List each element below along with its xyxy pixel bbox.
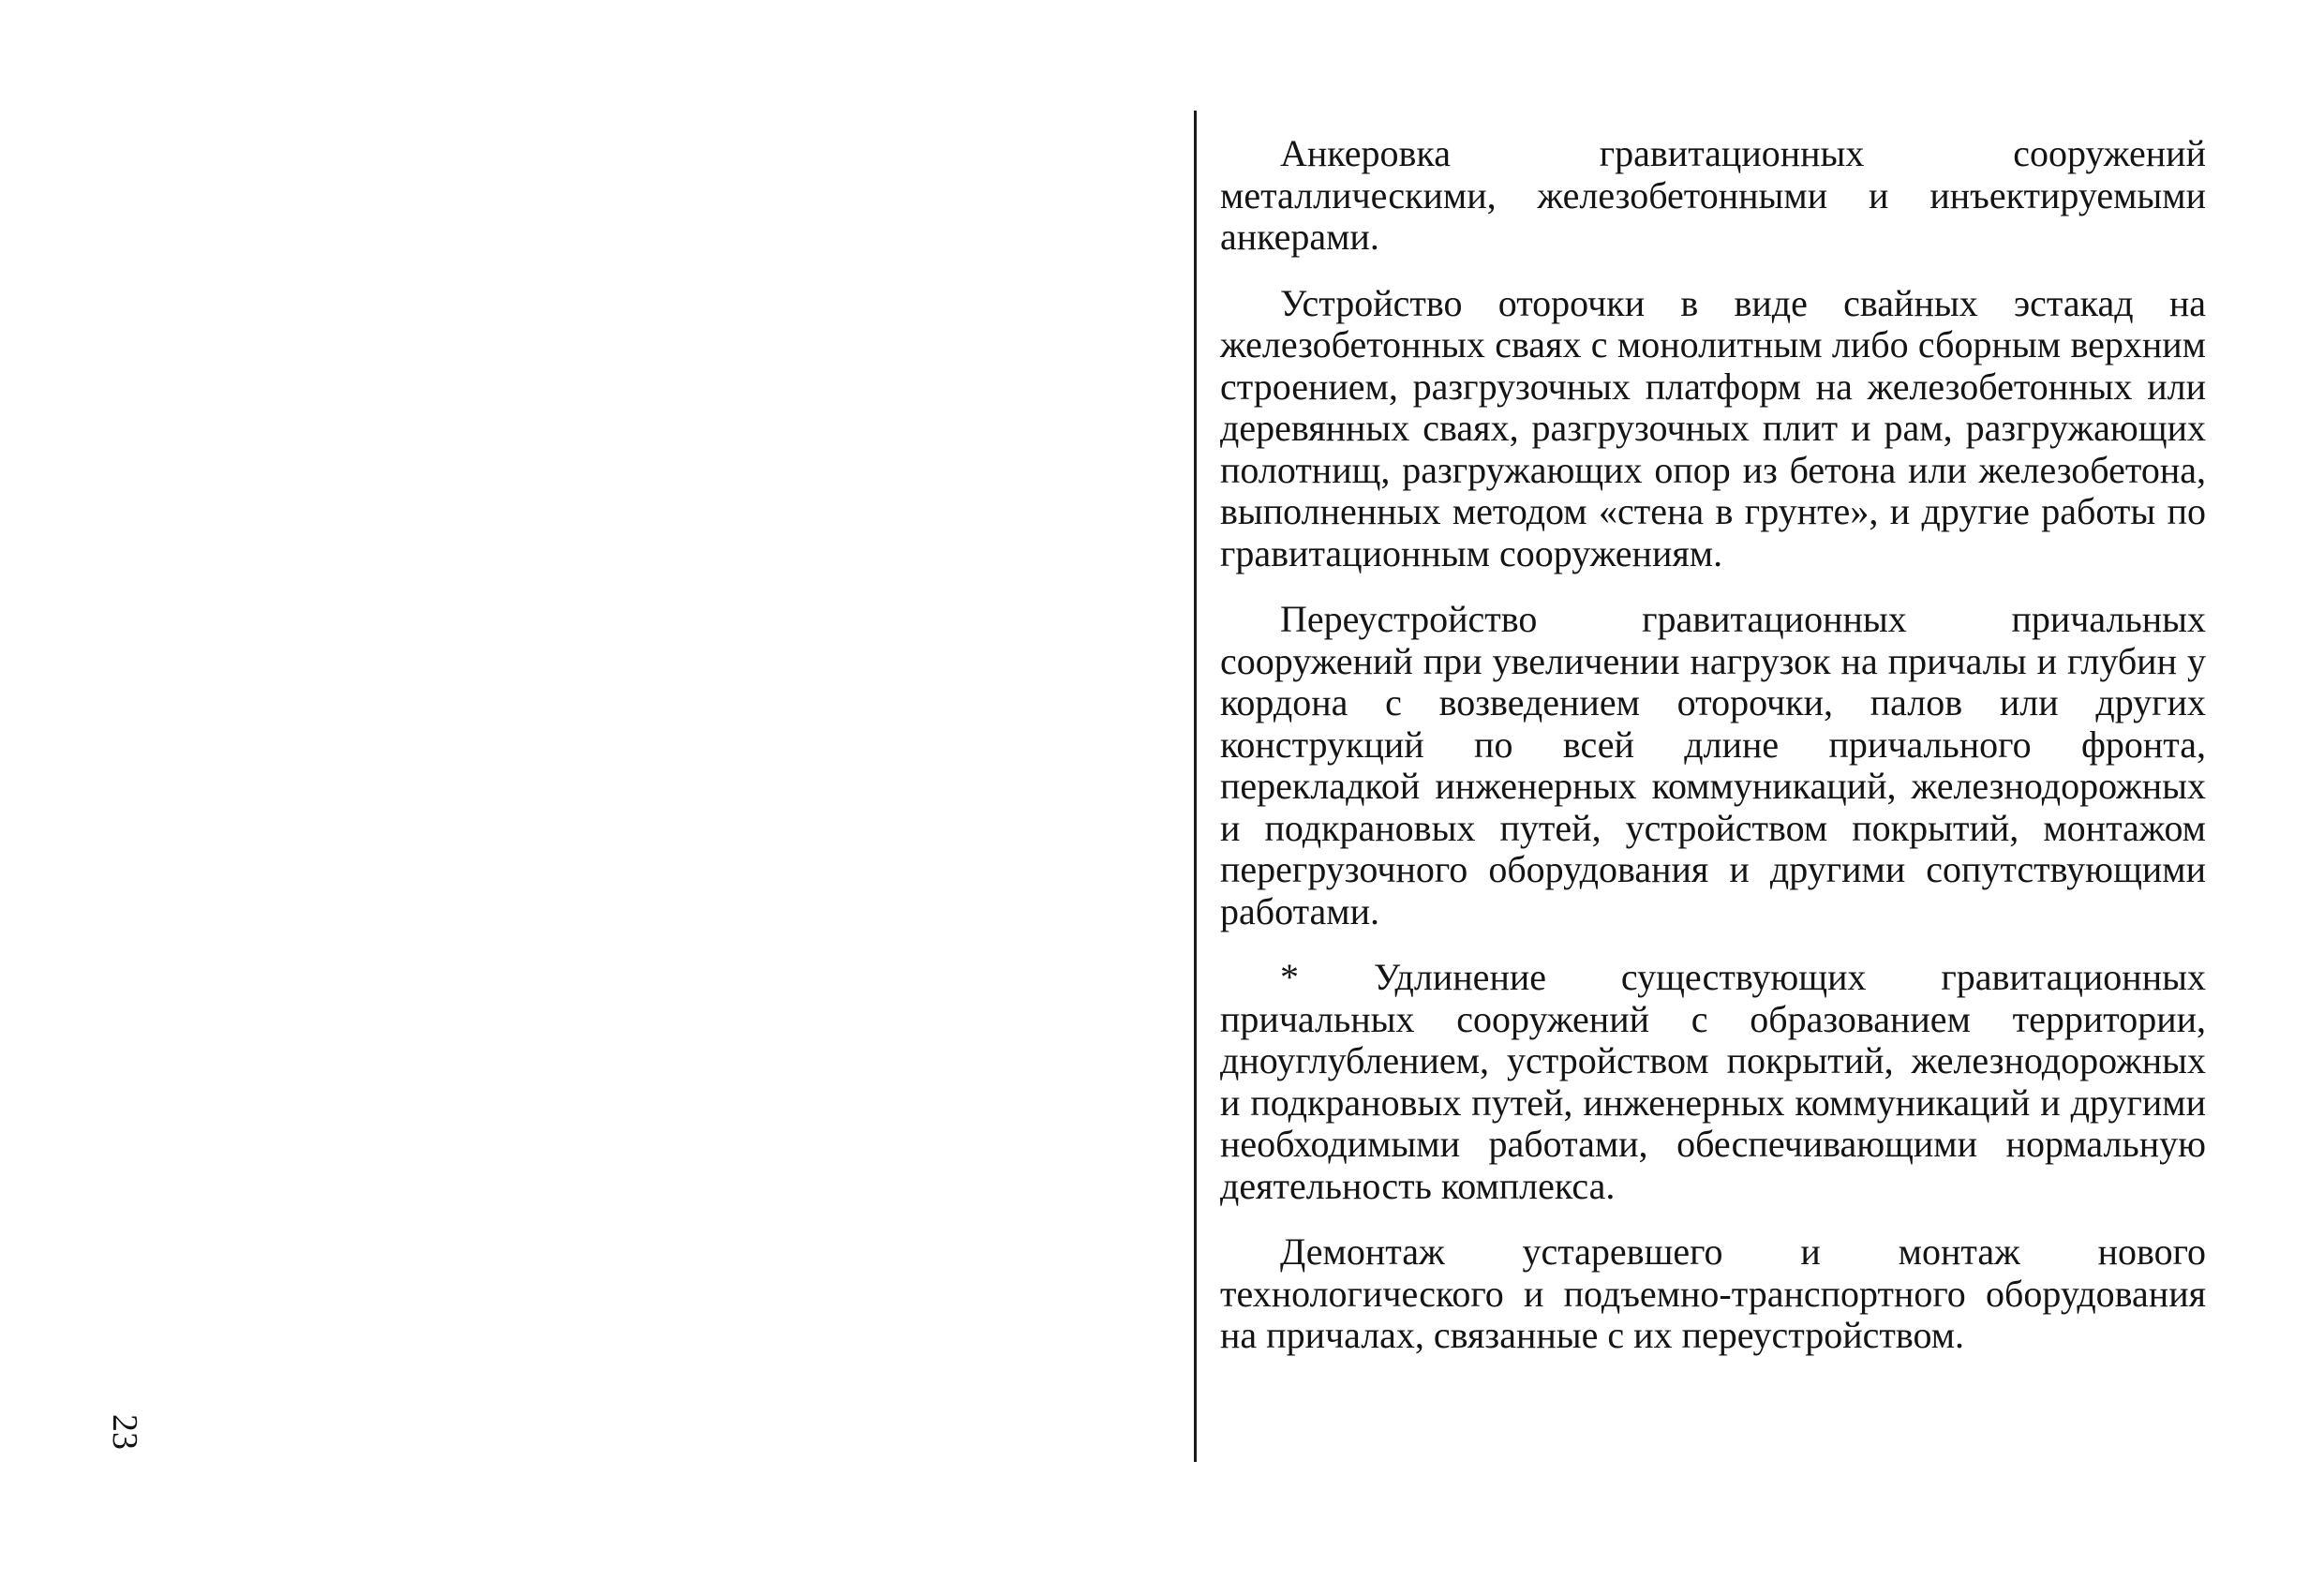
- paragraph-edging: Устройство оторочки в виде свайных эстакад на железобетонных сваях с монолитным либо сборным верхним строением, разгрузочных платформ на железобетонных или деревянных сваях, разгрузочных плит и рам, разгружающих полотнищ, разгружающих опор из бетона или железобетона, выполненных методом «стена в грунте», и другие работы по гравитационным сооружениям.: [1220, 281, 2206, 574]
- page-number: 23: [105, 1414, 144, 1450]
- text-column: [1220, 133, 2206, 1381]
- page-divider: [1194, 111, 1197, 1462]
- paragraph-anchoring: Анкеровка гравитационных сооружений металлическими, железобетонными и инъектируемыми анкерами.: [1220, 132, 2206, 258]
- paragraph-dismantling: Демонтаж устаревшего и монтаж нового технологического и подъемно-транспортного оборудования на причалах, связанные с их переустройством.: [1220, 1230, 2206, 1356]
- paragraph-extension: * Удлинение существующих гравитационных причальных сооружений с образованием территории, дноуглублением, устройством покрытий, железнодорожных и подкрановых путей, инженерных коммуникаций и другими необходимыми работами, обеспечивающими нормальную деятельность комплекса.: [1220, 956, 2206, 1207]
- paragraph-reconstruction: Переустройство гравитационных причальных сооружений при увеличении нагрузок на причалы и глубин у кордона с возведением оторочки, палов или других конструкций по всей длине причального фронта, перекладкой инженерных коммуникаций, железнодорожных и подкрановых путей, устройством покрытий, монтажом перегрузочного оборудования и другими сопутствующими работами.: [1220, 598, 2206, 932]
